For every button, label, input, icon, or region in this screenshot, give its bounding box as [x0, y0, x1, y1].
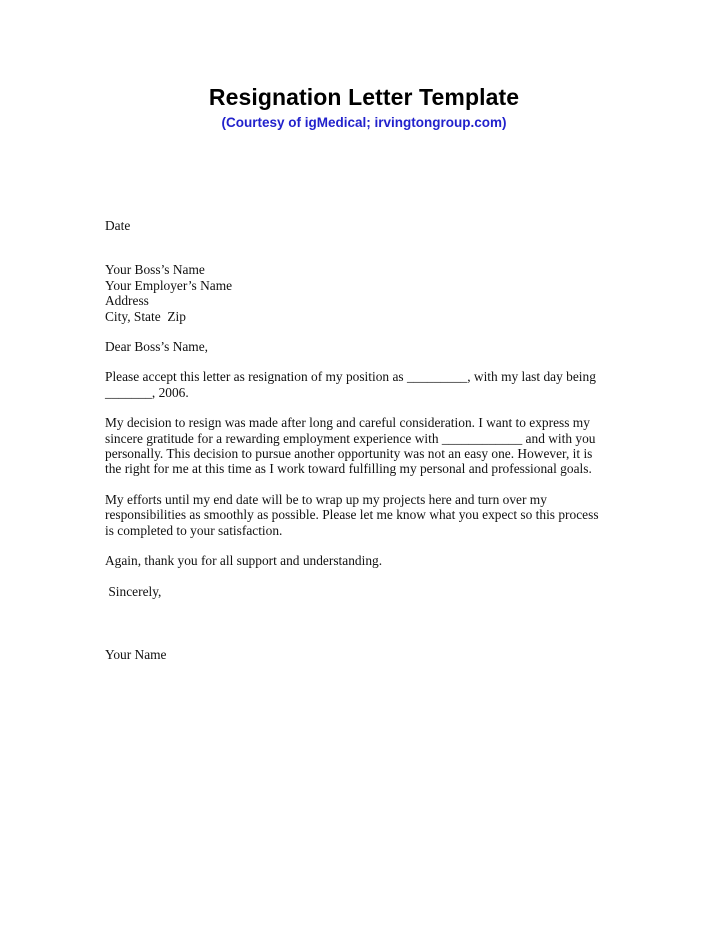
document-subtitle-courtesy: (Courtesy of igMedical; irvingtongroup.com) [221, 115, 507, 130]
document-header [0, 84, 728, 131]
signature-name: Your Name [105, 646, 167, 662]
spacer-before-salutation [105, 324, 607, 339]
recipient-address-block [105, 262, 607, 324]
spacer-before-paragraph-3 [105, 477, 607, 492]
recipient-city-state-zip: City, State Zip [105, 308, 186, 324]
paragraph-3: My efforts until my end date will be to wrap up my projects here and turn over my responsibilities as smoothly as possible. Please let me know what you expect so this process is completed to your satisfaction. [105, 491, 599, 538]
paragraph-1: Please accept this letter as resignation of my position as _________, with my last day being _______, 2006. [105, 369, 596, 400]
letter-body [105, 218, 607, 662]
spacer-before-paragraph-2 [105, 400, 607, 415]
paragraph-2: My decision to resign was made after long and careful consideration. I want to express my sincere gratitude for a rewarding employment experience with ____________ and with you personally. This decision to pursue another opportunity was not an easy one. However, it is the right for me at this time as I work toward fulfilling my personal and professional goals. [105, 415, 596, 477]
spacer-before-paragraph-1 [105, 354, 607, 369]
signature-space [105, 599, 607, 647]
salutation: Dear Boss’s Name, [105, 339, 209, 355]
date-line: Date [105, 218, 131, 233]
recipient-boss-name: Your Boss’s Name [105, 262, 205, 278]
spacer-after-date [105, 233, 607, 262]
closing-sincerely: Sincerely, [105, 583, 162, 599]
spacer-before-closing [105, 569, 607, 584]
spacer-before-paragraph-4 [105, 538, 607, 553]
paragraph-4: Again, thank you for all support and understanding. [105, 553, 383, 569]
page-title: Resignation Letter Template [208, 84, 520, 110]
recipient-address: Address [105, 293, 149, 309]
recipient-employer-name: Your Employer’s Name [105, 277, 233, 293]
